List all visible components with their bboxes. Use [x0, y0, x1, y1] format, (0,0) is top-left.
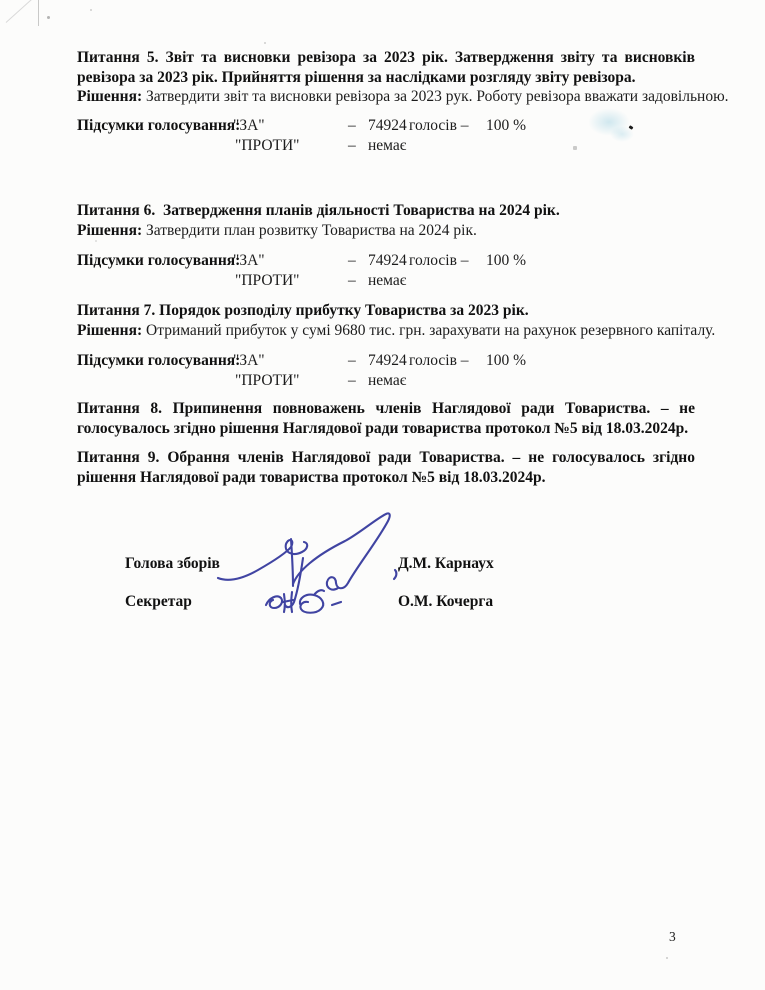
decision-text: Отриманий прибуток у сумі 9680 тис. грн. зарахувати на рахунок резервного капіталу.	[146, 321, 716, 339]
scan-speck	[264, 42, 266, 44]
za-percent: 100 %	[486, 117, 527, 134]
scan-speck	[95, 240, 97, 242]
question-6-decision	[77, 221, 695, 241]
handwritten-signature-ink	[180, 506, 415, 624]
question-8-text: Питання 8. Припинення повноважень членів Наглядової ради Товариства. – не голосувалось згідно рішення Наглядової ради товариства протокол №5 від 18.03.2024р.	[77, 400, 699, 437]
decision-text: Затвердити план розвитку Товариства на 2024 рік.	[146, 221, 477, 239]
question-5-block	[77, 48, 729, 107]
proty-result: немає	[368, 272, 407, 289]
za-votes-count: 74924	[368, 252, 407, 269]
proty-result: немає	[368, 137, 407, 154]
voting-label: Підсумки голосування:	[77, 252, 241, 269]
page-number: 3	[669, 929, 676, 944]
vote-option-za: "ЗА"	[233, 352, 265, 369]
dash: –	[348, 272, 356, 289]
dash: –	[348, 117, 356, 134]
secretary-role-label: Секретар	[125, 593, 192, 610]
voting-label: Підсумки голосування:	[77, 117, 241, 134]
za-votes-count: 74924	[368, 352, 407, 369]
scan-speck	[90, 9, 92, 11]
secretary-name: О.М. Кочерга	[398, 593, 494, 610]
dash: –	[348, 372, 356, 389]
question-7-decision	[77, 321, 716, 341]
dash: –	[348, 252, 356, 269]
question-9-text: Питання 9. Обрання членів Наглядової ради Товариства. – не голосувалось згідно рішення Наглядової ради товариства протокол №5 від 18.03.2024р.	[77, 449, 699, 486]
decision-label: Рішення:	[77, 221, 143, 239]
za-votes-units: голосів –	[409, 117, 469, 134]
question-5-decision	[77, 87, 729, 107]
voting-results-5	[77, 116, 695, 158]
decision-label: Рішення:	[77, 321, 143, 339]
question-6-text: Питання 6. Затвердження планів діяльності Товариства на 2024 рік.	[77, 202, 560, 219]
vote-option-proty: "ПРОТИ"	[235, 137, 300, 154]
dash: –	[348, 137, 356, 154]
za-percent: 100 %	[486, 352, 527, 369]
vote-option-za: "ЗА"	[233, 117, 265, 134]
question-9-block	[77, 448, 699, 487]
question-7-text: Питання 7. Порядок розподілу прибутку Товариства за 2023 рік.	[77, 302, 529, 319]
chairman-role-label: Голова зборів	[125, 555, 220, 572]
vote-option-proty: "ПРОТИ"	[235, 372, 300, 389]
vote-option-za: "ЗА"	[233, 252, 265, 269]
proty-result: немає	[368, 372, 407, 389]
za-votes-count: 74924	[368, 117, 407, 134]
decision-label: Рішення:	[77, 88, 143, 105]
voting-results-6	[77, 251, 695, 293]
decision-text: Затвердити звіт та висновки ревізора за 2023 рук. Роботу ревізора вважати задовільною.	[146, 88, 729, 105]
question-5-text: Питання 5. Звіт та висновки ревізора за 2023 рік. Затвердження звіту та висновків ревізора за 2023 рік. Прийняття рішення за наслідками розгляду звіту ревізора.	[77, 49, 699, 86]
question-7-block	[77, 301, 716, 340]
dash: –	[348, 352, 356, 369]
vote-option-proty: "ПРОТИ"	[235, 272, 300, 289]
scan-speck	[666, 957, 668, 959]
scan-artifact-corner-vertical	[38, 0, 39, 26]
za-votes-units: голосів –	[409, 252, 469, 269]
scan-speck	[47, 16, 50, 19]
chairman-name: Д.М. Карнаух	[398, 555, 494, 572]
question-8-block	[77, 399, 699, 438]
za-votes-units: голосів –	[409, 352, 469, 369]
voting-label: Підсумки голосування:	[77, 352, 241, 369]
za-percent: 100 %	[486, 252, 527, 269]
question-6-block	[77, 201, 695, 240]
voting-results-7	[77, 351, 695, 393]
